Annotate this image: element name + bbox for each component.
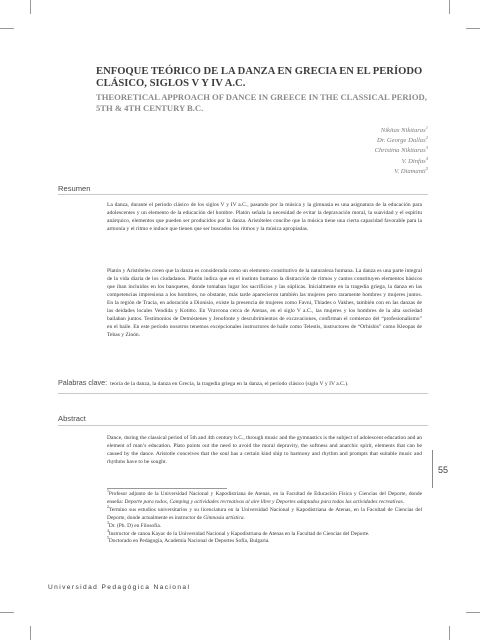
footnote: $^3$Dr. (Ph. D) en Filosofía. (107, 520, 162, 529)
footnote: $^2$Termino sus estudios universitarios y su licenciatura en la Universidad Nacional y Kapodistriana de Atenas, en la Facultad de Ciencias del Deporte, donde actualmente es instructor de Gimnasia artística. (107, 505, 422, 521)
crop-mark (466, 612, 480, 613)
footnotes (107, 491, 422, 546)
title-english: THEORETICAL APPROACH OF DANCE IN GREECE IN THE CLASSICAL PERIOD, 5TH & 4TH CENTURY B.C. (96, 92, 427, 113)
section-divider (58, 194, 428, 195)
footer-publisher: Universidad Pedagógica Nacional (48, 584, 191, 591)
keywords-text: teoría de la danza, la danza en Grecia, la tragedia griega en la danza, el período clásico (siglo V y IV a.C.). (110, 381, 349, 387)
title-spanish: ENFOQUE TEÓRICO DE LA DANZA EN GRECIA EN EL PERÍODO CLÁSICO, SIGLOS V Y IV A.C. (96, 66, 423, 89)
author-name: Nikitas Nikitaras$^1$ (380, 124, 428, 134)
abstract-paragraph: Dance, during the classical period of 5th and 4th century b.C., through music and the gymnastics is the subject of adolescent education and an element of man’s education. Plato points out the need to avoid the moral depravity, the softness and anarchic spirit, elements that can be caused by the dance. Aristotle conceives that the soul has a certain kind ship to harmony and rhythm and prompts that suitable music and rhythms have to be sought. (107, 435, 423, 466)
crop-mark (449, 0, 450, 14)
resumen-heading: Resumen (58, 184, 91, 193)
resumen-paragraph-1: La danza, durante el período clásico de los siglos V y IV a.C., pasando por la música y la gimnasia es una asignatura de la educación para adolescentes y un elemento de la educación del hombre. Platón señala la necesidad de evitar la depravación moral, la suavidad y el espíritu anárquico, elementos que pueden ser producidos por la danza. Aristóteles concibe que la música tiene una cierta capacidad favorable para la armonía y el ritmo e induce que tienen que ser buscados los ritmos y la música apropiadas. (107, 202, 422, 233)
footnote: $^4$Instructor de canoa Kayac de la Universidad Nacional y Kapodistriana de Atenas en la Facultad de Ciencias del Deporte. (107, 528, 370, 537)
crop-mark (0, 612, 14, 613)
section-divider (58, 425, 428, 426)
keywords (58, 379, 438, 388)
footnote: $^5$Doctorado en Pedagogía, Academia Nacional de Deportes Sofía, Bulgaria. (107, 536, 270, 545)
resumen-paragraph-2: Platón y Aristóteles creen que la danza es considerada como un elemento constitutivo de la naturaleza humana. La danza es una parte integral de la vida diaria de los ciudadanos. Platón indica que en el instinto humano la distracción de ritmos y cantos constituyen elementos básicos que iban incluidos en los banquetes, donde tomaban lugar los sacrificios y las súplicas. Inicialmente en la tragedia griega, la danza en las competencias impresiona a los hombres, no obstante, más tarde aparecieron también las mujeres pero raramente hombres y mujeres juntos. En la región de Tracia, en adoración a Dionisio, existe la presencia de mujeres como Favni, Thiades o Vakhes, también con en las danzas de las deidades locales Vendida y Kotitto. En Vravrona cerca de Atenas, en el siglo V a.C., las mujeres y los hombres de la alta sociedad bailaban juntos. Testimonios de Demóstenes y Jenofonte y descubrimientos de excavaciones, confirman el comienzo del “profesionalismo” en el baile. En este período nosotros tenemos excepcionales instructores de baile como Telestis, instructores de “Orhishis” como Kleopas de Tebas y Zinón. (107, 268, 422, 339)
abstract-heading: Abstract (58, 414, 86, 423)
crop-mark (466, 28, 480, 29)
crop-mark (0, 28, 14, 29)
author-list (375, 126, 428, 177)
crop-mark (30, 0, 31, 14)
crop-mark (30, 626, 31, 640)
page-number-bar (432, 450, 433, 488)
keywords-label: Palabras clave: (58, 378, 108, 387)
section-divider (58, 393, 428, 394)
footnote-rule (107, 488, 227, 489)
page-number: 55 (438, 465, 449, 475)
author-name: V. Dinfas$^4$ (401, 155, 428, 165)
footnote: $^1$Profesor adjunto de la Universidad Nacional y Kapodistriana de Atenas, en la Facultad de Educación Física y Ciencias del Deporte, donde enseña: Deporte para todos, Camping y actividades recreativas al aire libre y Deportes adaptados para todas las actividades recreativas. (107, 489, 422, 505)
author-name: Christina Nikitaras$^3$ (374, 145, 428, 155)
crop-mark (449, 626, 450, 640)
author-name: V. Diamanti$^5$ (394, 165, 428, 175)
author-name: Dr. George Dallas$^2$ (377, 135, 428, 145)
